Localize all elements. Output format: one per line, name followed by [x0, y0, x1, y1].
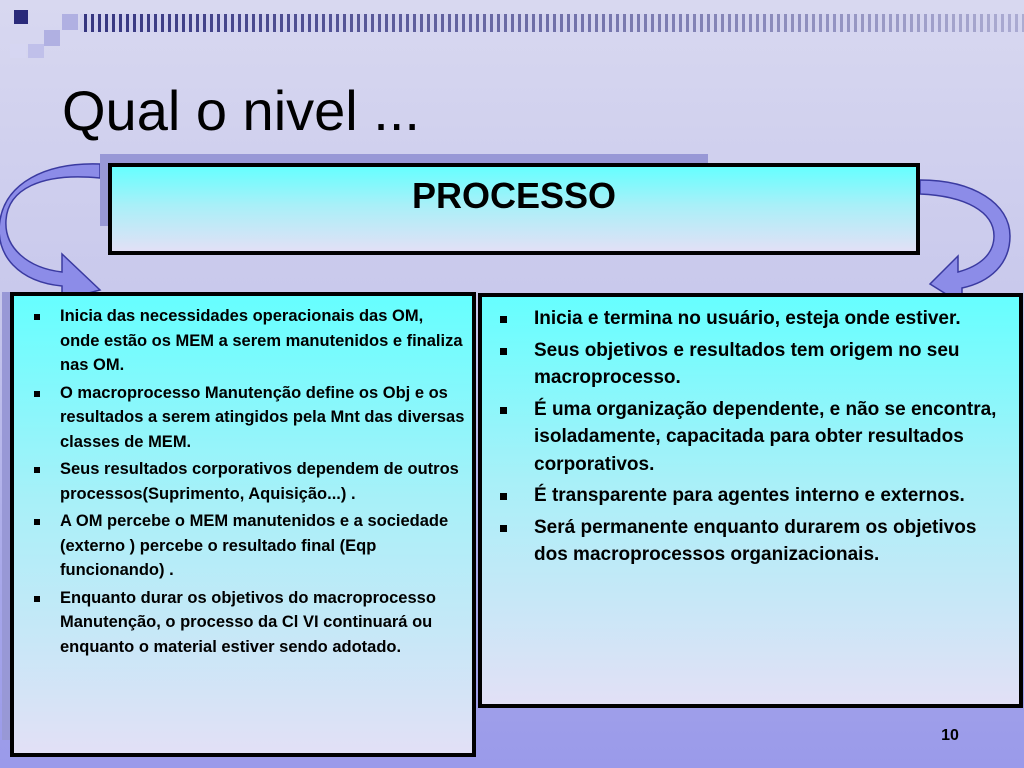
- bullet-square-icon: [500, 407, 507, 414]
- bullet-text: Inicia e termina no usuário, esteja onde estiver.: [534, 308, 961, 329]
- list-item: [18, 381, 466, 455]
- top-stripe: [0, 0, 1024, 40]
- bullet-text: Enquanto durar os objetivos do macroprocesso Manutenção, o processo da Cl VI continuará ou enquanto o material estiver sendo adotado.: [60, 588, 436, 656]
- list-item: [18, 457, 466, 506]
- bullet-text: Seus resultados corporativos dependem de outros processos(Suprimento, Aquisição...) .: [60, 460, 459, 503]
- right-panel: [478, 293, 1023, 708]
- list-item: [486, 514, 1006, 569]
- left-bullet-list: [18, 304, 466, 662]
- list-item: [486, 337, 1006, 392]
- page-number: 10: [941, 727, 959, 744]
- process-label: PROCESSO: [411, 175, 617, 216]
- bullet-square-icon: [34, 519, 40, 525]
- process-box: [108, 163, 920, 255]
- bullet-text: Será permanente enquanto durarem os objetivos dos macroprocessos organizacionais.: [534, 516, 977, 565]
- bullet-square-icon: [500, 493, 507, 500]
- bullet-square-icon: [500, 316, 507, 323]
- bullet-text: Inicia das necessidades operacionais das OM, onde estão os MEM a serem manutenidos e finaliza nas OM.: [60, 307, 463, 374]
- bullet-square-icon: [34, 467, 40, 473]
- list-item: [486, 305, 1006, 333]
- bullet-square-icon: [34, 596, 40, 602]
- bullet-square-icon: [500, 348, 507, 355]
- list-item: [18, 586, 466, 660]
- bullet-text: Seus objetivos e resultados tem origem no seu macroprocesso.: [534, 339, 960, 388]
- decor-square: [28, 44, 44, 58]
- left-panel: [10, 292, 476, 757]
- bullet-text: É uma organização dependente, e não se encontra, isoladamente, capacitada para obter resultados corporativos.: [534, 398, 997, 475]
- bullet-square-icon: [34, 314, 40, 320]
- corner-decoration: [0, 0, 1024, 60]
- list-item: [486, 482, 1006, 510]
- bullet-text: O macroprocesso Manutenção define os Obj e os resultados a serem atingidos pela Mnt das diversas classes de MEM.: [60, 383, 465, 451]
- decor-square: [10, 44, 26, 58]
- slide-title: Qual o nivel ...: [62, 79, 420, 142]
- list-item: [18, 304, 466, 378]
- bullet-square-icon: [34, 391, 40, 397]
- bullet-text: É transparente para agentes interno e externos.: [534, 485, 965, 506]
- bullet-square-icon: [500, 525, 507, 532]
- right-bullet-list: [486, 305, 1006, 573]
- list-item: [18, 509, 466, 583]
- list-item: [486, 396, 1006, 479]
- bullet-text: A OM percebe o MEM manutenidos e a sociedade (externo ) percebe o resultado final (Eqp funcionando) .: [60, 512, 449, 579]
